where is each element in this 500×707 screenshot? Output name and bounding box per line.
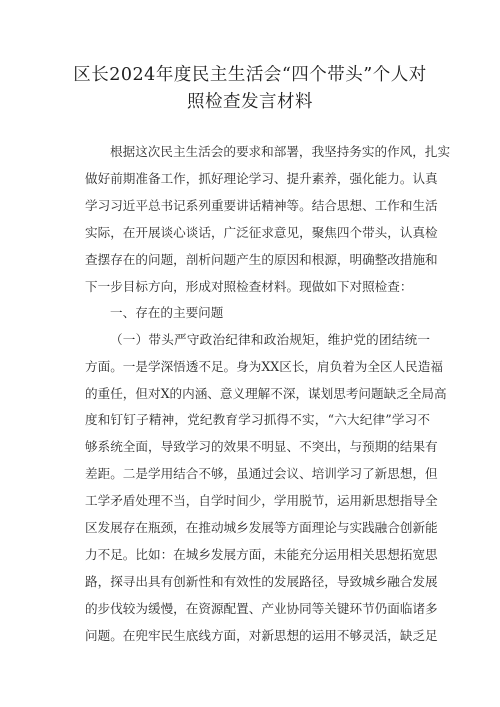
paragraph-line: 下一步目标方向，形成对照检查材料。现做如下对照检查： bbox=[85, 279, 413, 294]
document-title-line-2: 照检查发言材料 bbox=[187, 92, 313, 112]
document-title-line-1: 区长2024年度民主生活会“四个带头”个人对 bbox=[73, 65, 427, 85]
paragraph-line: 够系统全面，导致学习的效果不明显、不突出，与预期的结果有 bbox=[85, 439, 438, 454]
subsection-heading-line: （一）带头严守政治纪律和政治规矩，维护党的团结统一 bbox=[110, 332, 430, 347]
paragraph-line: 力不足。比如：在城乡发展方面，未能充分运用相关思想拓宽思 bbox=[85, 547, 438, 562]
paragraph-line: 根据这次民主生活会的要求和部署，我坚持务实的作风，扎实 bbox=[110, 144, 451, 159]
paragraph-line: 实际，在开展谈心谈话，广泛征求意见，聚焦四个带头，认真检 bbox=[85, 225, 438, 240]
paragraph-line: 学习习近平总书记系列重要讲话精神等。结合思想、工作和生活 bbox=[85, 198, 438, 213]
paragraph-line: 区发展存在瓶颈，在推动城乡发展等方面理论与实践融合创新能 bbox=[85, 520, 438, 535]
paragraph-line: 的重任，但对X的内涵、意义理解不深，谋划思考问题缺乏全局高 bbox=[85, 386, 447, 401]
paragraph-line: 度和钉钉子精神，党纪教育学习抓得不实，“六大纪律”学习不 bbox=[85, 412, 430, 427]
paragraph-line: 工学矛盾处理不当，自学时间少，学用脱节，运用新思想指导全 bbox=[85, 493, 438, 508]
paragraph-line: 做好前期准备工作，抓好理论学习、提升素养，强化能力。认真 bbox=[85, 171, 438, 186]
paragraph-line: 差距。二是学用结合不够，虽通过会议、培训学习了新思想，但 bbox=[85, 466, 438, 481]
paragraph-line: 问题。在兜牢民生底线方面，对新思想的运用不够灵活，缺乏足 bbox=[85, 628, 438, 643]
paragraph-line: 的步伐较为缓慢，在资源配置、产业协同等关键环节仍面临诸多 bbox=[85, 601, 438, 616]
paragraph-line: 方面。一是学深悟透不足。身为XX区长，肩负着为全区人民造福 bbox=[85, 359, 443, 374]
section-heading: 一、存在的主要问题 bbox=[110, 305, 224, 320]
paragraph-line: 路，探寻出具有创新性和有效性的发展路径，导致城乡融合发展 bbox=[85, 574, 438, 589]
paragraph-line: 查摆存在的问题，剖析问题产生的原因和根源，明确整改措施和 bbox=[85, 252, 438, 267]
